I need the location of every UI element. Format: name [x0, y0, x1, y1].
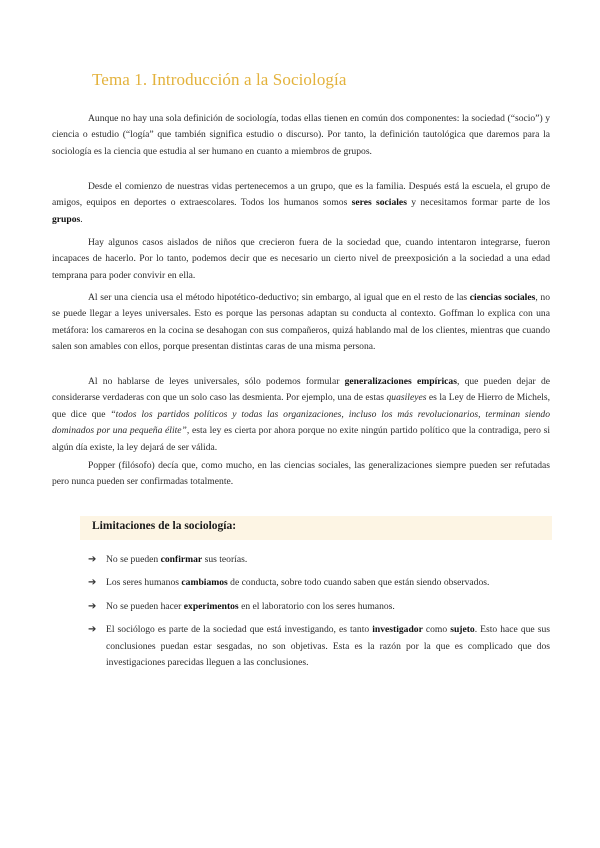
text-run: Los seres humanos: [106, 577, 182, 589]
list-item: [88, 622, 550, 671]
text-run: Aunque no hay una sola definición de sociología, todas ellas tienen en común dos componentes: la sociedad (“socio”) y ciencia o estudio (“logía” que también significa estudio o discurso). Por tanto, la definición tautológica que daremos para la sociología es la ciencia que estudia al ser humano en cuanto a miembros de grupos.: [52, 113, 550, 157]
text-run: Al ser una ciencia usa el método hipotético-deductivo; sin embargo, al igual que en el resto de las: [88, 292, 470, 303]
paragraph-definition: [52, 111, 550, 160]
right-arrow-icon: ➔: [88, 600, 97, 612]
text-run: , que pueden dejar de considerarse verdaderas con que un solo caso las desmienta. Por ejemplo, una de estas: [52, 376, 551, 404]
list-item: [88, 575, 550, 591]
text-run: sus teorías.: [202, 554, 248, 565]
document-title: Tema 1. Introducción a la Sociología: [92, 70, 347, 89]
list-item: [88, 552, 550, 568]
right-arrow-icon: ➔: [88, 624, 97, 636]
list-item-text: [106, 577, 489, 588]
text-run: de conducta, sobre todo cuando saben que están siendo observados.: [227, 577, 490, 589]
text-run: es la Ley de Hierro de Michels, que dice que: [52, 392, 550, 420]
bold-text: cambiamos: [181, 577, 228, 589]
text-run: .: [80, 213, 83, 225]
text-run: No se pueden: [106, 554, 161, 565]
italic-text: “todos los partidos políticos y todas las organizaciones, incluso los más revolucionarios, terminan siendo dominados por una pequeña élite”: [52, 408, 550, 437]
limitations-list: [88, 552, 550, 678]
text-run: No se pueden hacer: [106, 600, 184, 612]
text-run: Popper (filósofo) decía que, como mucho, en las ciencias sociales, las generalizaciones siempre pueden ser refutadas pero nunca pueden ser confirmadas totalmente.: [52, 460, 550, 488]
text-run: Hay algunos casos aislados de niños que crecieron fuera de la sociedad que, cuando intentaron integrarse, fueron incapaces de hacerlo. Por lo tanto, podemos decir que es necesario un cierto nivel de preexposición a la sociedad a una edad temprana para poder convivir en ella.: [52, 237, 550, 281]
list-item-text: [106, 554, 247, 565]
bold-text: experimentos: [183, 600, 239, 612]
paragraph-groups: [52, 179, 550, 228]
italic-text: quasileyes: [386, 392, 427, 404]
text-run: , no se puede llegar a leyes universales. Esto es porque las personas adaptan su conducta al contexto. Goffman lo explica con una metáfora: los camareros en la cocina se desahogan con sus compañeros, quizá hablando mal de los clientes, mientras que cuando salen son amables con ellos, porque presentan distintas caras de una misma persona.: [52, 292, 551, 353]
text-run: . Esto hace que sus conclusiones puedan estar sesgadas, no son objetivas. Esta es la razón por la que es complicado que dos investigaciones parecidas lleguen a las conclusiones.: [106, 624, 550, 669]
text-run: como: [422, 624, 451, 636]
text-run: , esta ley es cierta por ahora porque no exite ningún partido político que la contradiga, pero si algún día existe, la ley dejará de ser válida.: [52, 425, 550, 453]
list-item-text: [106, 601, 395, 612]
list-item-text: [106, 624, 550, 668]
paragraph-isolated-children: [52, 235, 550, 284]
paragraph-popper: [52, 458, 550, 491]
paragraph-method: [52, 290, 550, 356]
bold-text: investigador: [372, 624, 423, 636]
text-run: Al no hablarse de leyes universales, sólo podemos formular: [88, 376, 345, 387]
bold-text: generalizaciones empíricas: [344, 376, 457, 387]
paragraph-generalizations: [52, 374, 550, 456]
text-run: Desde el comienzo de nuestras vidas pertenecemos a un grupo, que es la familia. Después está la escuela, el grupo de amigos, equipos en deportes o extraescolares. Todos los humanos somos: [52, 181, 550, 209]
text-run: en el laboratorio con los seres humanos.: [238, 600, 395, 612]
bold-text: grupos: [52, 213, 81, 225]
text-run: y necesitamos formar parte de los: [406, 197, 551, 209]
bold-text: confirmar: [160, 554, 203, 565]
bold-text: seres sociales: [351, 197, 407, 209]
right-arrow-icon: ➔: [88, 577, 97, 589]
bold-text: sujeto: [450, 624, 475, 636]
bold-text: ciencias sociales: [469, 292, 536, 303]
limitations-heading: Limitaciones de la sociología:: [92, 520, 237, 532]
list-item: [88, 599, 550, 615]
text-run: El sociólogo es parte de la sociedad que está investigando, es tanto: [106, 624, 373, 636]
right-arrow-icon: ➔: [88, 554, 97, 565]
